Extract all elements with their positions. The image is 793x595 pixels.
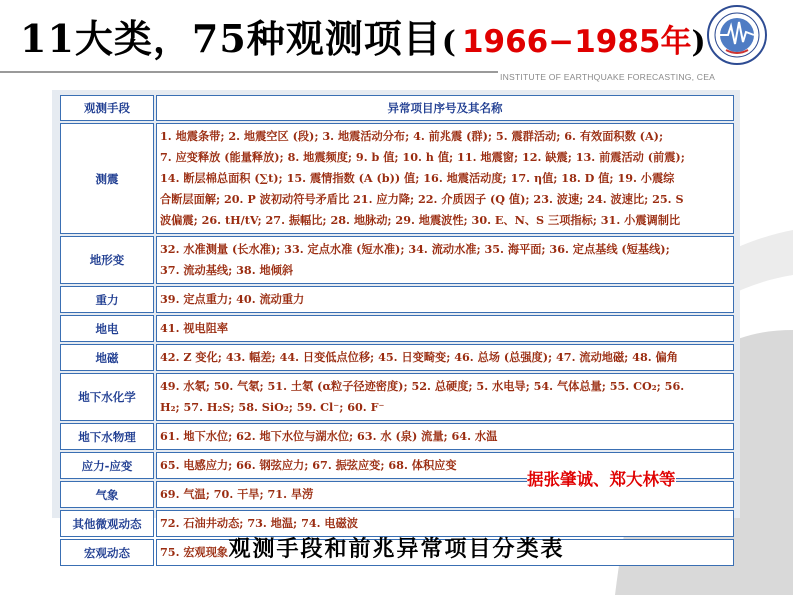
method-cell: 测震 [60,123,154,234]
method-cell: 地电 [60,315,154,342]
table-header-row [60,95,734,121]
item-line: 65. 电感应力; 66. 钢弦应力; 67. 振弦应变; 68. 体积应变 [160,458,457,472]
item-line: 39. 定点重力; 40. 流动重力 [160,292,305,306]
header-divider [0,71,498,73]
table-row [60,315,734,342]
method-cell: 宏观动态 [60,539,154,566]
item-line: 14. 断层棉总面积 (∑t); 15. 震情指数 (A (b)) 值; 16. 地震活动度; 17. η值; 18. D 值; 19. 小震综 [160,171,675,185]
items-cell [156,344,734,371]
method-cell: 重力 [60,286,154,313]
header-method: 观测手段 [60,95,154,121]
items-cell [156,423,734,450]
items-cell [156,373,734,421]
items-cell [156,286,734,313]
title-years: 1966−1985年 [461,24,692,60]
method-cell: 应力-应变 [60,452,154,479]
method-cell: 其他微观动态 [60,510,154,537]
table-row [60,286,734,313]
item-line: 1. 地震条带; 2. 地震空区 (段); 3. 地震活动分布; 4. 前兆震 (群); 5. 震群活动; 6. 有效面积数 (A); [160,129,664,143]
table-row [60,423,734,450]
title-close-paren: ) [691,25,706,60]
item-line: 61. 地下水位; 62. 地下水位与湖水位; 63. 水 (泉) 流量; 64. 水温 [160,429,498,443]
item-line: 75. 宏观现象 [160,545,229,559]
method-cell: 地下水物理 [60,423,154,450]
slide-title [20,8,706,61]
items-cell [156,236,734,284]
items-cell [156,315,734,342]
source-note: 据张肇诚、郑大林等 [527,466,676,490]
item-line: 41. 视电阻率 [160,321,229,335]
method-cell: 地下水化学 [60,373,154,421]
item-line: 69. 气温; 70. 干旱; 71. 旱涝 [160,487,314,501]
table-caption: 观测手段和前兆异常项目分类表 [228,536,565,562]
table-row [60,373,734,421]
item-line: 37. 流动基线; 38. 地倾斜 [160,263,294,277]
table-row [60,344,734,371]
item-line: 合断层面解; 20. P 波初动符号矛盾比 21. 应力降; 22. 介质因子 (Q 值); 23. 波速; 24. 波速比; 25. S [160,192,684,206]
table-row [60,236,734,284]
method-cell: 气象 [60,481,154,508]
method-cell: 地磁 [60,344,154,371]
item-line: 波偏震; 26. tH/tV; 27. 振幅比; 28. 地脉动; 29. 地震波性; 30. E、N、S 三项指标; 31. 小震调制比 [160,213,681,227]
table-row [60,123,734,234]
item-line: 32. 水准测量 (长水准); 33. 定点水准 (短水准); 34. 流动水准; 35. 海平面; 36. 定点基线 (短基线); [160,242,670,256]
title-open-paren: ( [441,25,456,60]
item-line: 72. 石油井动态; 73. 地温; 74. 电磁波 [160,516,358,530]
header-items: 异常项目序号及其名称 [156,95,734,121]
items-cell [156,123,734,234]
item-line: 7. 应变释放 (能量释放); 8. 地震频度; 9. b 值; 10. h 值; 11. 地震窗; 12. 缺震; 13. 前震活动 (前震); [160,150,685,164]
item-line: H₂; 57. H₂S; 58. SiO₂; 59. Cl⁻; 60. F⁻ [160,400,385,414]
item-line: 42. Z 变化; 43. 幅差; 44. 日变低点位移; 45. 日变畸变; 46. 总场 (总强度); 47. 流动地磁; 48. 偏角 [160,350,678,364]
method-cell: 地形变 [60,236,154,284]
institute-logo-icon [706,4,768,66]
title-main: 11大类，75种观测项目 [20,16,442,61]
institute-name: INSTITUTE OF EARTHQUAKE FORECASTING, CEA [500,72,716,82]
item-line: 49. 水氡; 50. 气氡; 51. 土氡 (α粒子径迹密度); 52. 总硬度; 5. 水电导; 54. 气体总量; 55. CO₂; 56. [160,379,685,393]
